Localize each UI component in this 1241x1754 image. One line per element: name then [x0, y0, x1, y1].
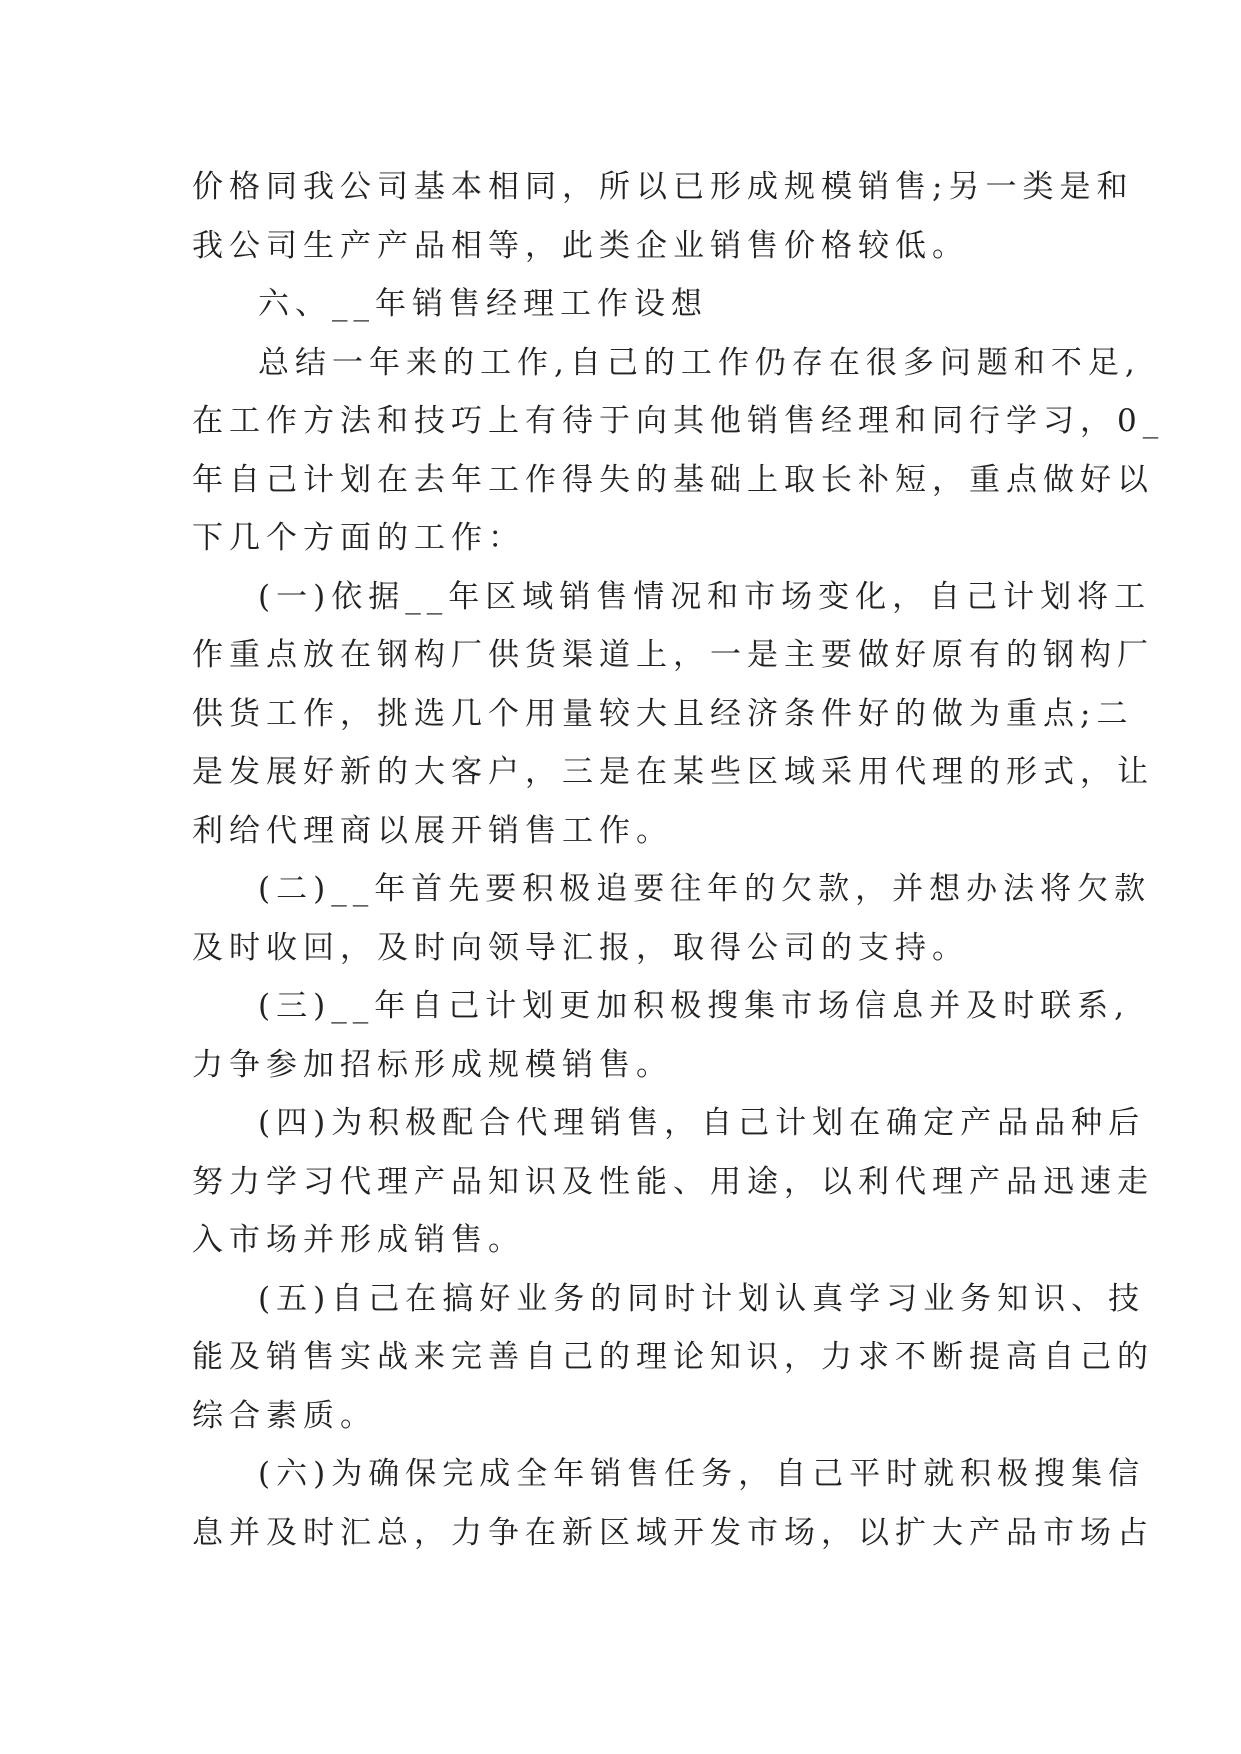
document-body — [192, 158, 1165, 1562]
text-line: 及时收回，及时向领导汇报，取得公司的支持。 — [192, 929, 969, 966]
text-line: 我公司生产产品相等，此类企业销售价格较低。 — [192, 227, 969, 264]
text-line: (五)自己在搞好业务的同时计划认真学习业务知识、技 — [258, 1280, 1146, 1317]
text-line: (四)为积极配合代理销售，自己计划在确定产品品种后 — [258, 1105, 1146, 1141]
text-line: 作重点放在钢构厂供货渠道上，一是主要做好原有的钢构厂 — [192, 637, 1154, 673]
text-line: 六、__年销售经理工作设想 — [258, 286, 708, 322]
text-line: (六)为确保完成全年销售任务，自己平时就积极搜集信 — [258, 1456, 1146, 1492]
text-line: 下几个方面的工作： — [192, 520, 525, 556]
text-line: 入市场并形成销售。 — [192, 1222, 525, 1258]
text-line: (三)__年自己计划更加积极搜集市场信息并及时联系, — [258, 988, 1131, 1024]
text-line: (二)__年首先要积极追要往年的欠款，并想办法将欠款 — [258, 871, 1152, 907]
text-line: 在工作方法和技巧上有待于向其他销售经理和同行学习，0_ — [192, 403, 1165, 439]
text-line: 息并及时汇总，力争在新区域开发市场，以扩大产品市场占 — [192, 1514, 1154, 1551]
text-line: 价格同我公司基本相同，所以已形成规模销售;另一类是和 — [192, 169, 1134, 205]
text-line: 综合素质。 — [192, 1397, 377, 1434]
text-line: 力争参加招标形成规模销售。 — [192, 1046, 673, 1083]
text-line: 是发展好新的大客户，三是在某些区域采用代理的形式，让 — [192, 754, 1154, 790]
text-line: 能及销售实战来完善自己的理论知识，力求不断提高自己的 — [192, 1339, 1154, 1375]
text-line: 总结一年来的工作,自己的工作仍存在很多问题和不足, — [258, 344, 1141, 381]
text-line: 年自己计划在去年工作得失的基础上取长补短，重点做好以 — [192, 461, 1154, 498]
text-line: 利给代理商以展开销售工作。 — [192, 812, 673, 849]
text-line: 供货工作，挑选几个用量较大且经济条件好的做为重点;二 — [192, 695, 1134, 732]
text-line: (一)依据__年区域销售情况和市场变化，自己计划将工 — [258, 578, 1152, 615]
text-line: 努力学习代理产品知识及性能、用途，以利代理产品迅速走 — [192, 1163, 1154, 1200]
